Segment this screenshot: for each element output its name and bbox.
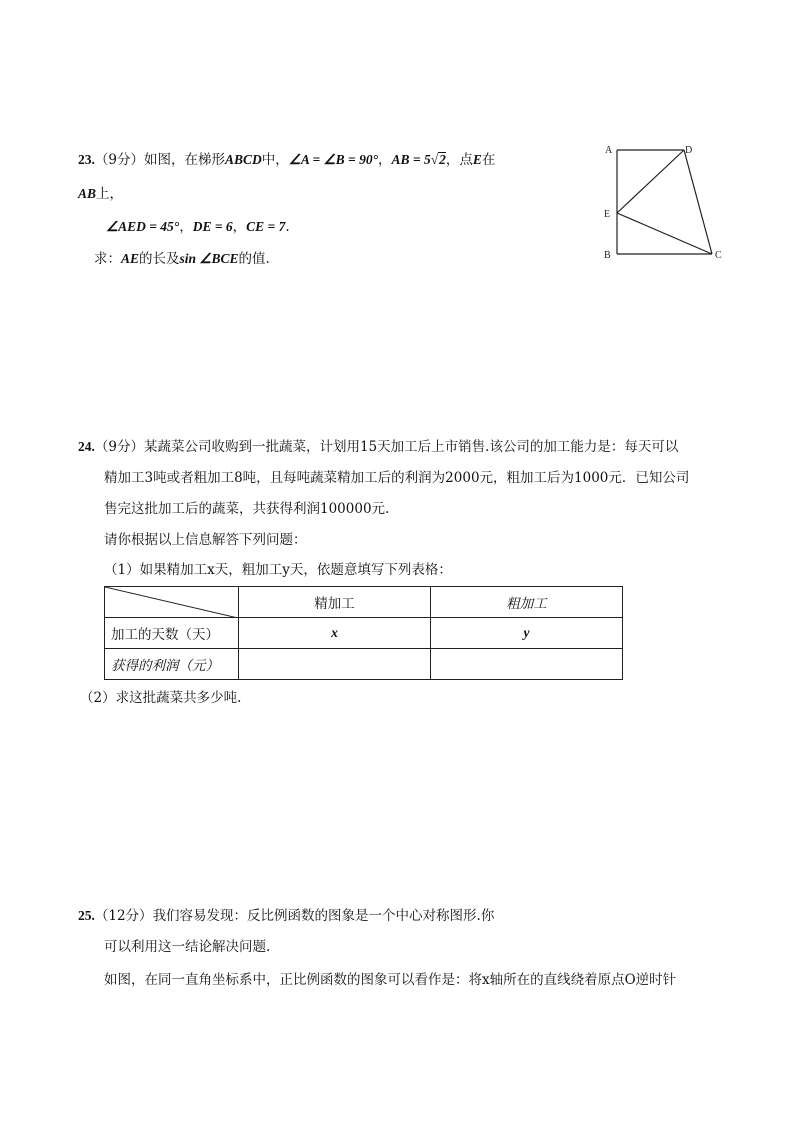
q24-number: 24.: [78, 439, 95, 454]
q25-text: 我们容易发现：反比例函数的图象是一个中心对称图形.你: [152, 908, 495, 924]
q23-text: ，点: [445, 152, 473, 168]
segment-ed: [617, 150, 684, 213]
table-row-label: 加工的天数（天）: [105, 618, 239, 649]
q23-ab-eq: AB = 5: [391, 152, 431, 167]
q23-line2: [78, 184, 123, 204]
table-corner-cell: [105, 587, 239, 618]
q23-line3: [106, 217, 290, 237]
q23-text: 如图，在梯形: [143, 152, 225, 168]
q24-line1: [78, 437, 678, 457]
q23-ae: AE: [121, 251, 140, 266]
q23-ce: CE = 7: [246, 219, 286, 234]
label-a: A: [605, 145, 613, 156]
q23-sqrt-value: 2: [439, 152, 446, 167]
q24-line4: [104, 530, 307, 550]
q24-part2-text: （2）求这批蔬菜共多少吨.: [80, 690, 242, 706]
table-row-label: 获得的利润（元）: [105, 649, 239, 680]
q23-number: 23.: [78, 152, 95, 167]
q23-text: 在: [481, 152, 496, 168]
q23-text: 求：: [94, 251, 121, 267]
q24-part2: [80, 688, 241, 708]
segment-dc: [684, 150, 712, 254]
q23-text: .: [285, 219, 290, 235]
q24-text: 某蔬菜公司收购到一批蔬菜，计划用15天加工后上市销售.该公司的加工能力是：每天可以: [143, 439, 679, 455]
q25-line1: [78, 906, 494, 926]
table-header-coarse: 粗加工: [431, 587, 623, 618]
q24-score: （9分）: [94, 439, 144, 455]
q23-sin: sin ∠BCE: [179, 251, 239, 266]
sqrt-icon: √: [430, 152, 439, 167]
label-c: C: [715, 250, 722, 261]
q23-text: ，: [179, 219, 193, 235]
table-cell-fine-profit[interactable]: [239, 649, 431, 680]
table-row: [105, 618, 623, 649]
label-d: D: [685, 145, 693, 156]
table-row: [105, 649, 623, 680]
table-cell-fine-days: x: [239, 618, 431, 649]
q23-text: ，: [378, 152, 392, 168]
q23-text: 上，: [96, 186, 124, 202]
q23-score: （9分）: [94, 152, 144, 168]
table-cell-coarse-profit[interactable]: [431, 649, 623, 680]
q25-line2: [104, 937, 270, 957]
q23-ab: AB: [78, 186, 97, 201]
q23-de: DE = 6: [192, 219, 233, 234]
q23-aed: ∠AED = 45°: [106, 219, 180, 234]
q25-number: 25.: [78, 908, 95, 923]
q23-line1: [78, 150, 495, 170]
q23-text: 中，: [261, 152, 289, 168]
q23-abcd: ABCD: [224, 152, 262, 167]
q23-angle-eq: ∠A = ∠B = 90°: [288, 152, 378, 167]
trapezoid-figure: [596, 138, 736, 266]
processing-table: [104, 586, 623, 680]
table-cell-coarse-days: y: [431, 618, 623, 649]
label-e: E: [604, 209, 611, 220]
q24-line2: [104, 468, 689, 488]
q25-line3: [104, 970, 676, 990]
table-header-row: [105, 587, 623, 618]
q24-line3: [104, 499, 389, 519]
q23-line4: [94, 249, 270, 269]
q24-text: 请你根据以上信息解答下列问题：: [104, 532, 307, 548]
q24-part1-text: （1）如果精加工x天，粗加工y天，依题意填写下列表格：: [104, 562, 452, 578]
q25-text: 可以利用这一结论解决问题.: [104, 939, 271, 955]
q23-text: ，: [232, 219, 247, 235]
segment-ec: [617, 213, 712, 254]
q24-part1: [104, 560, 452, 580]
table-header-fine: 精加工: [239, 587, 431, 618]
q23-text: 的值.: [238, 251, 270, 267]
q23-text: 的长及: [139, 251, 180, 267]
q24-text: 精加工3吨或者粗加工8吨，且每吨蔬菜精加工后的利润为2000元，粗加工后为1000元．已知公司: [104, 470, 690, 486]
q23-point-e: E: [472, 152, 482, 167]
label-b: B: [604, 250, 611, 261]
q25-score: （12分）: [94, 908, 153, 924]
diagonal-line-icon: [105, 587, 238, 618]
q25-text: 如图，在同一直角坐标系中，正比例函数的图象可以看作是：将x轴所在的直线绕着原点O逆时针: [104, 972, 677, 988]
q24-text: 售完这批加工后的蔬菜，共获得利润100000元.: [104, 501, 390, 517]
